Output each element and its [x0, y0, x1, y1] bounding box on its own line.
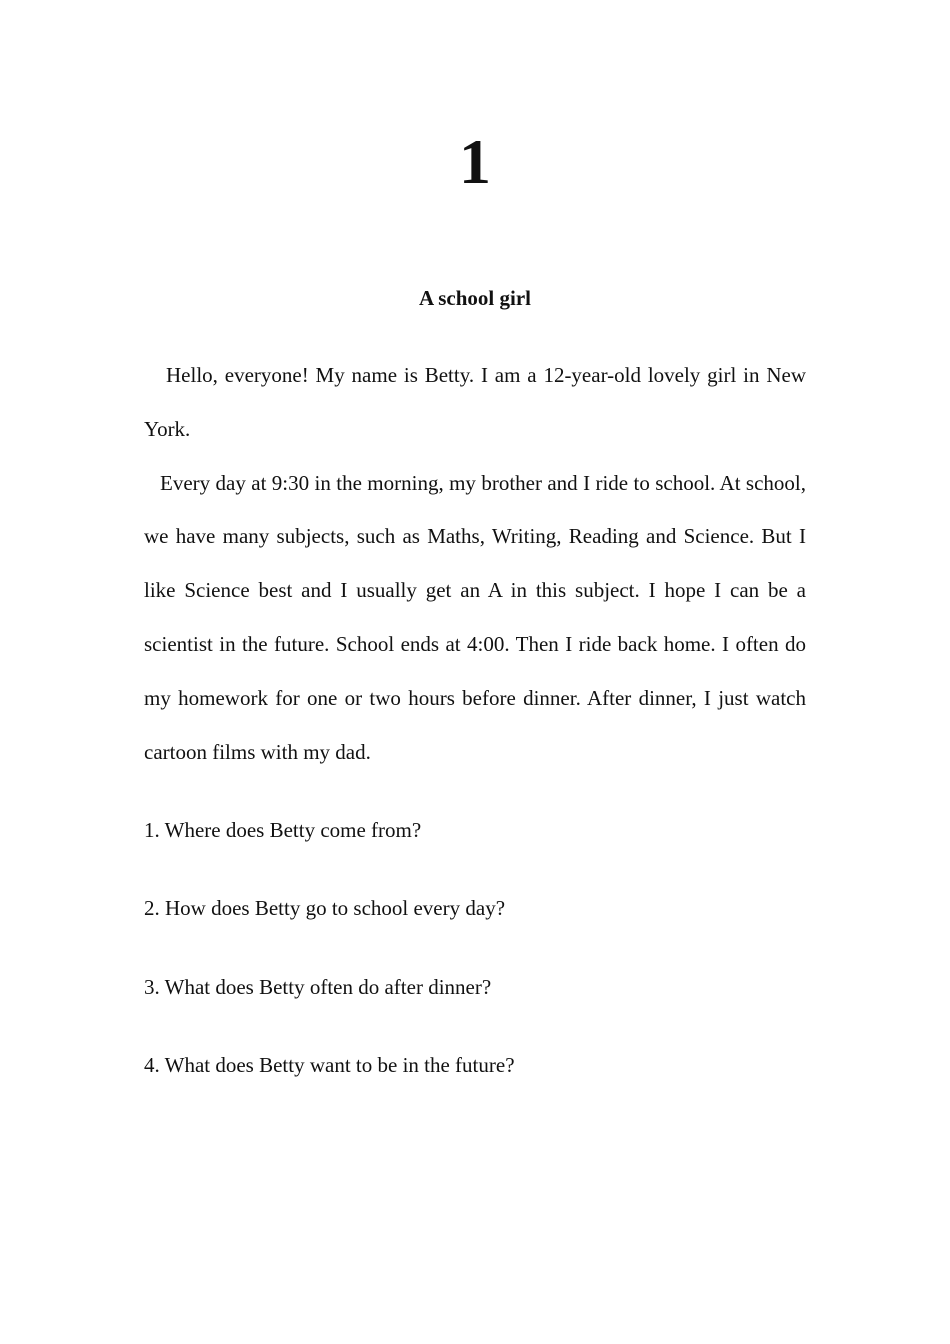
question-3: 3. What does Betty often do after dinner?	[144, 974, 492, 999]
passage-paragraph-2: Every day at 9:30 in the morning, my brother and I ride to school. At school, we have many subjects, such as Maths, Writing, Reading and Science. But I like Science best and I usually get an A in this subject. I hope I can be a scientist in the future. School ends at 4:00. Then I ride back home. I often do my homework for one or two hours before dinner. After dinner, I just watch cartoon films with my dad.	[144, 470, 806, 764]
question-4: 4. What does Betty want to be in the future?	[144, 1053, 515, 1078]
reading-passage	[144, 349, 806, 779]
lesson-number: 1	[459, 126, 491, 197]
lesson-title: A school girl	[418, 286, 531, 310]
question-1: 1. Where does Betty come from?	[144, 818, 422, 842]
passage-paragraph-1: Hello, everyone! My name is Betty. I am a 12-year-old lovely girl in New York.	[144, 363, 806, 441]
question-2: 2. How does Betty go to school every day?	[144, 896, 506, 921]
question-list	[144, 815, 806, 1129]
